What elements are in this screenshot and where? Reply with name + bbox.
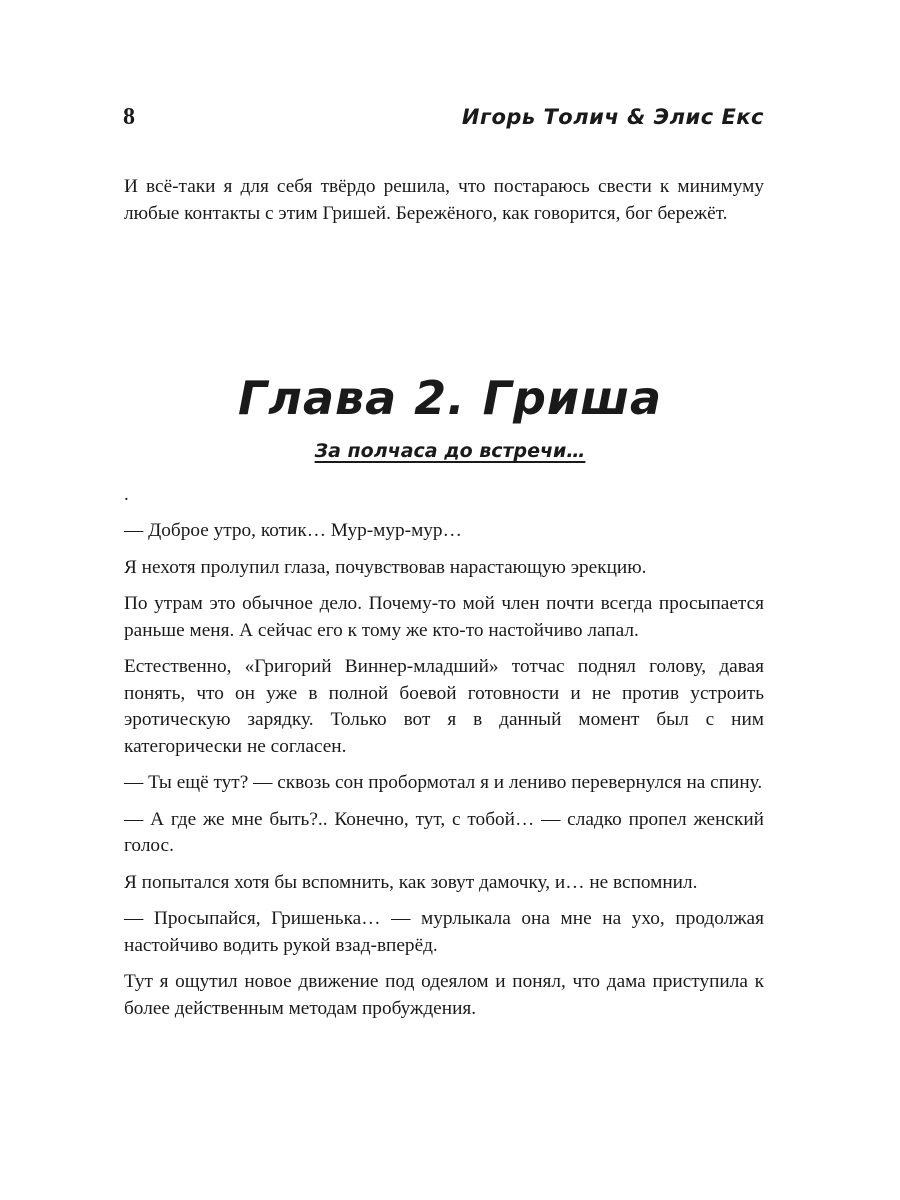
stray-dot: .: [124, 484, 129, 505]
intro-paragraph: И всё-таки я для себя твёрдо решила, что постараюсь свести к минимуму любые контакты с этим Гришей. Бережёного, как говорится, бог бережёт.: [124, 176, 764, 224]
body-paragraph: — Доброе утро, котик… Мур-мур-мур…: [124, 520, 462, 541]
body-paragraph: — Просыпайся, Гришенька… — мурлыкала она мне на ухо, продолжая настойчиво водить рукой взад-вперёд.: [124, 908, 764, 956]
body-paragraph: По утрам это обычное дело. Почему-то мой член почти всегда просыпается раньше меня. А сейчас его к тому же кто-то настойчиво лапал.: [124, 593, 764, 641]
book-authors: Игорь Толич & Элис Екс: [461, 105, 764, 129]
body-paragraph: — Ты ещё тут? — сквозь сон пробормотал я и лениво перевернулся на спину.: [124, 772, 763, 793]
chapter-subtitle-wrap: [0, 436, 900, 466]
body-paragraph: Естественно, «Григорий Виннер-младший» тотчас поднял голову, давая понять, что он уже в полной боевой готовности и не против устроить эротическую зарядку. Только вот я в данный момент был с ним категорически не согласен.: [124, 656, 764, 757]
chapter-subtitle: За полчаса до встречи…: [314, 440, 586, 462]
body-paragraph: Я попытался хотя бы вспомнить, как зовут дамочку, и… не вспомнил.: [124, 871, 698, 893]
body-paragraph: Тут я ощутил новое движение под одеялом и понял, что дама приступила к более действенным методам пробуждения.: [124, 971, 764, 1019]
body-paragraph: Я нехотя пролупил глаза, почувствовав нарастающую эрекцию.: [124, 556, 647, 578]
page-number: 8: [123, 104, 135, 130]
running-head: [123, 100, 764, 134]
chapter-title: Глава 2. Гриша: [237, 371, 663, 425]
body-paragraph: — А где же мне быть?.. Конечно, тут, с тобой… — сладко пропел женский голос.: [124, 808, 764, 856]
intro-section: [124, 174, 764, 227]
chapter-body: [124, 484, 764, 1032]
